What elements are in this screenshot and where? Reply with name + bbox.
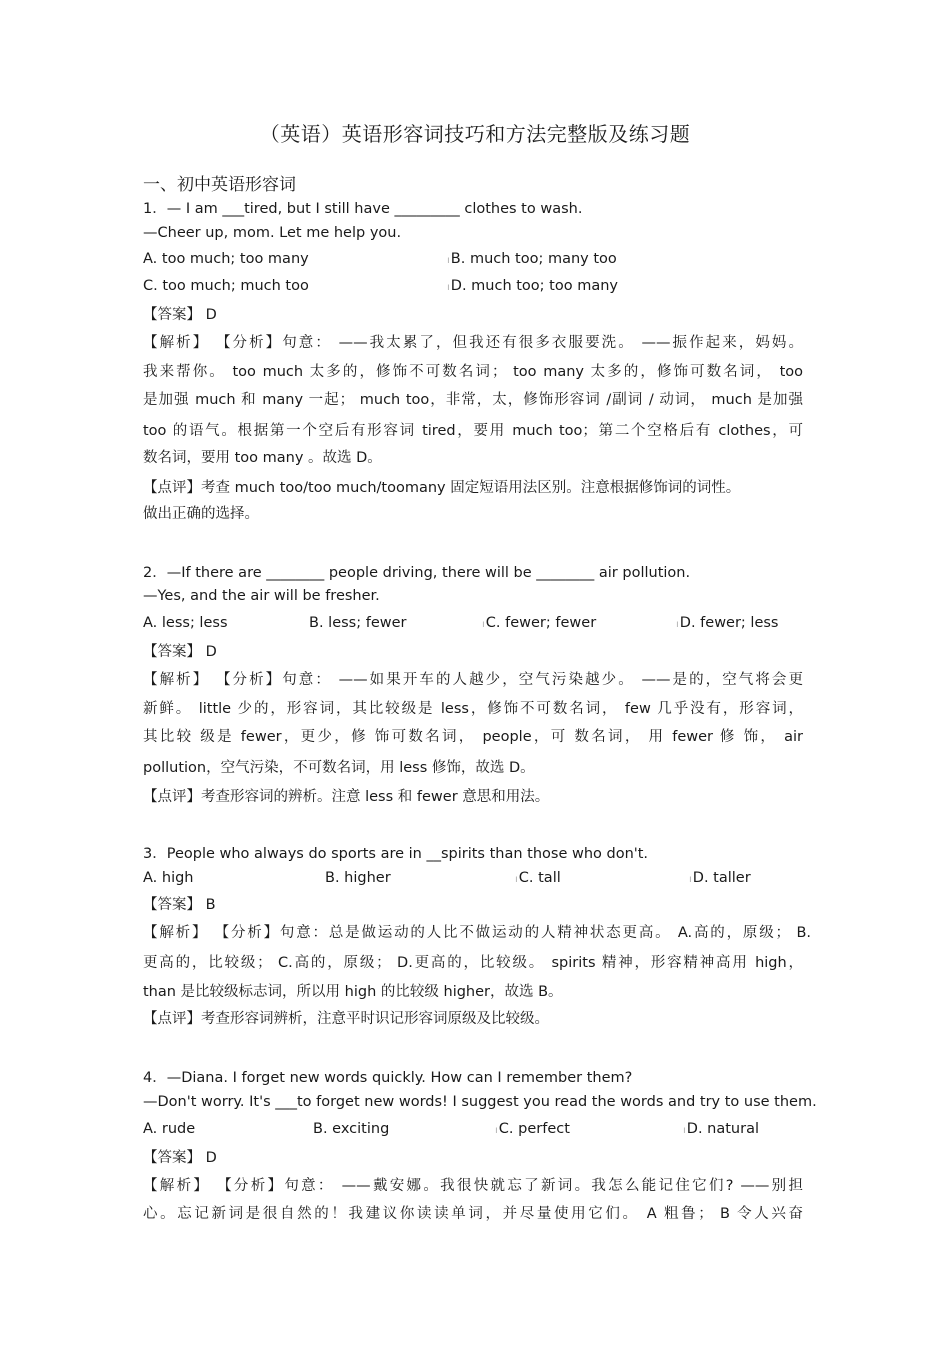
q2-option-b: B. less; fewer bbox=[309, 615, 407, 631]
q3-option-c: ıC. tall bbox=[515, 870, 561, 886]
q2-answer: 【答案】 D bbox=[143, 644, 217, 660]
q4-option-c: ıC. perfect bbox=[495, 1121, 570, 1137]
q2-analysis-line: 新鲜。 little 少的，形容词，其比较级是 less，修饰不可数名词， few 几乎没有，形容词， bbox=[143, 701, 803, 717]
q2-comment-line: 【点评】考查形容词的辨析。注意 less 和 fewer 意思和用法。 bbox=[143, 789, 550, 805]
q1-option-b-text: B. much too; many too bbox=[450, 251, 617, 267]
q3-analysis-line: 【解析】 【分析】句意：总是做运动的人比不做运动的人精神状态更高。 A.高的，原级； B. bbox=[143, 925, 811, 941]
q2-option-d: ıD. fewer; less bbox=[676, 615, 779, 631]
q2-option-d-text: D. fewer; less bbox=[679, 615, 779, 631]
q4-analysis-line: 【解析】 【分析】句意： ——戴安娜。我很快就忘了新词。我怎么能记住它们? ——别担 bbox=[143, 1178, 803, 1194]
q1-option-a: A. too much; too many bbox=[143, 251, 309, 267]
q1-stem: 1．— I am ___tired, but I still have _________ clothes to wash. bbox=[143, 201, 583, 217]
q2-option-a: A. less; less bbox=[143, 615, 228, 631]
q1-option-c: C. too much; much too bbox=[143, 278, 309, 294]
q3-analysis-line: 更高的，比较级； C.高的，原级； D.更高的，比较级。 spirits 精神，形容精神高用 high， bbox=[143, 955, 803, 971]
q3-analysis-line: than 是比较级标志词，所以用 high 的比较级 higher，故选 B。 bbox=[143, 984, 563, 1000]
q3-comment-line: 【点评】考查形容词辨析，注意平时识记形容词原级及比较级。 bbox=[143, 1011, 549, 1027]
q1-dialog: —Cheer up, mom. Let me help you. bbox=[143, 225, 402, 241]
q1-option-b: ıB. much too; many too bbox=[447, 251, 617, 267]
q3-option-a: A. high bbox=[143, 870, 194, 886]
q1-comment-line: 做出正确的选择。 bbox=[143, 506, 259, 522]
q4-answer: 【答案】 D bbox=[143, 1150, 217, 1166]
q1-analysis-line: 数名词，要用 too many 。故选 D。 bbox=[143, 450, 382, 466]
q3-option-d-text: D. taller bbox=[692, 870, 751, 886]
q1-analysis-line: 我来帮你。 too much 太多的，修饰不可数名词； too many 太多的，修饰可数名词， too bbox=[143, 364, 803, 380]
q4-option-d-text: D. natural bbox=[686, 1121, 759, 1137]
q1-analysis-line: too 的语气。根据第一个空后有形容词 tired，要用 much too；第二个空格后有 clothes，可 bbox=[143, 423, 803, 439]
q3-option-b: B. higher bbox=[325, 870, 391, 886]
section-heading: 一、初中英语形容词 bbox=[143, 175, 296, 195]
q2-dialog: —Yes, and the air will be fresher. bbox=[143, 588, 380, 604]
q1-answer: 【答案】 D bbox=[143, 307, 217, 323]
q4-analysis-line: 心。忘记新词是很自然的！我建议你读读单词，并尽量使用它们。 A 粗鲁； B 令人兴奋 bbox=[143, 1206, 803, 1222]
page-title: （英语）英语形容词技巧和方法完整版及练习题 bbox=[259, 122, 691, 146]
q1-comment-line: 【点评】考查 much too/too much/toomany 固定短语用法区别。注意根据修饰词的词性。 bbox=[143, 480, 741, 496]
q1-analysis-line: 是加强 much 和 many 一起； much too，非常，太，修饰形容词 /副词 / 动词， much 是加强 bbox=[143, 392, 803, 408]
q2-option-c-text: C. fewer; fewer bbox=[485, 615, 597, 631]
q4-option-b: B. exciting bbox=[313, 1121, 390, 1137]
q4-option-c-text: C. perfect bbox=[498, 1121, 570, 1137]
q2-analysis-line: 【解析】 【分析】句意： ——如果开车的人越少，空气污染越少。 ——是的，空气将会更 bbox=[143, 672, 803, 688]
q3-stem: 3．People who always do sports are in __spirits than those who don't. bbox=[143, 846, 649, 862]
q4-dialog: —Don't worry. It's ___to forget new words! I suggest you read the words and try to use them. bbox=[143, 1094, 817, 1110]
q3-answer: 【答案】 B bbox=[143, 897, 216, 913]
q1-option-d-text: D. much too; too many bbox=[450, 278, 618, 294]
q2-analysis-line: pollution，空气污染，不可数名词，用 less 修饰，故选 D。 bbox=[143, 760, 535, 776]
q4-option-d: ıD. natural bbox=[683, 1121, 759, 1137]
q4-stem: 4．—Diana. I forget new words quickly. How can I remember them? bbox=[143, 1070, 633, 1086]
q2-option-c: ıC. fewer; fewer bbox=[482, 615, 597, 631]
q1-option-d: ıD. much too; too many bbox=[447, 278, 618, 294]
q3-option-c-text: C. tall bbox=[518, 870, 561, 886]
q3-option-d: ıD. taller bbox=[689, 870, 751, 886]
q2-stem: 2．—If there are ________ people driving, there will be ________ air pollution. bbox=[143, 565, 691, 581]
q1-analysis-line: 【解析】 【分析】句意： ——我太累了，但我还有很多衣服要洗。 ——振作起来，妈妈。 bbox=[143, 335, 803, 351]
q2-analysis-line: 其比较 级是 fewer，更少，修 饰可数名词， people，可 数名词， 用 fewer 修 饰， air bbox=[143, 729, 803, 745]
q4-option-a: A. rude bbox=[143, 1121, 196, 1137]
